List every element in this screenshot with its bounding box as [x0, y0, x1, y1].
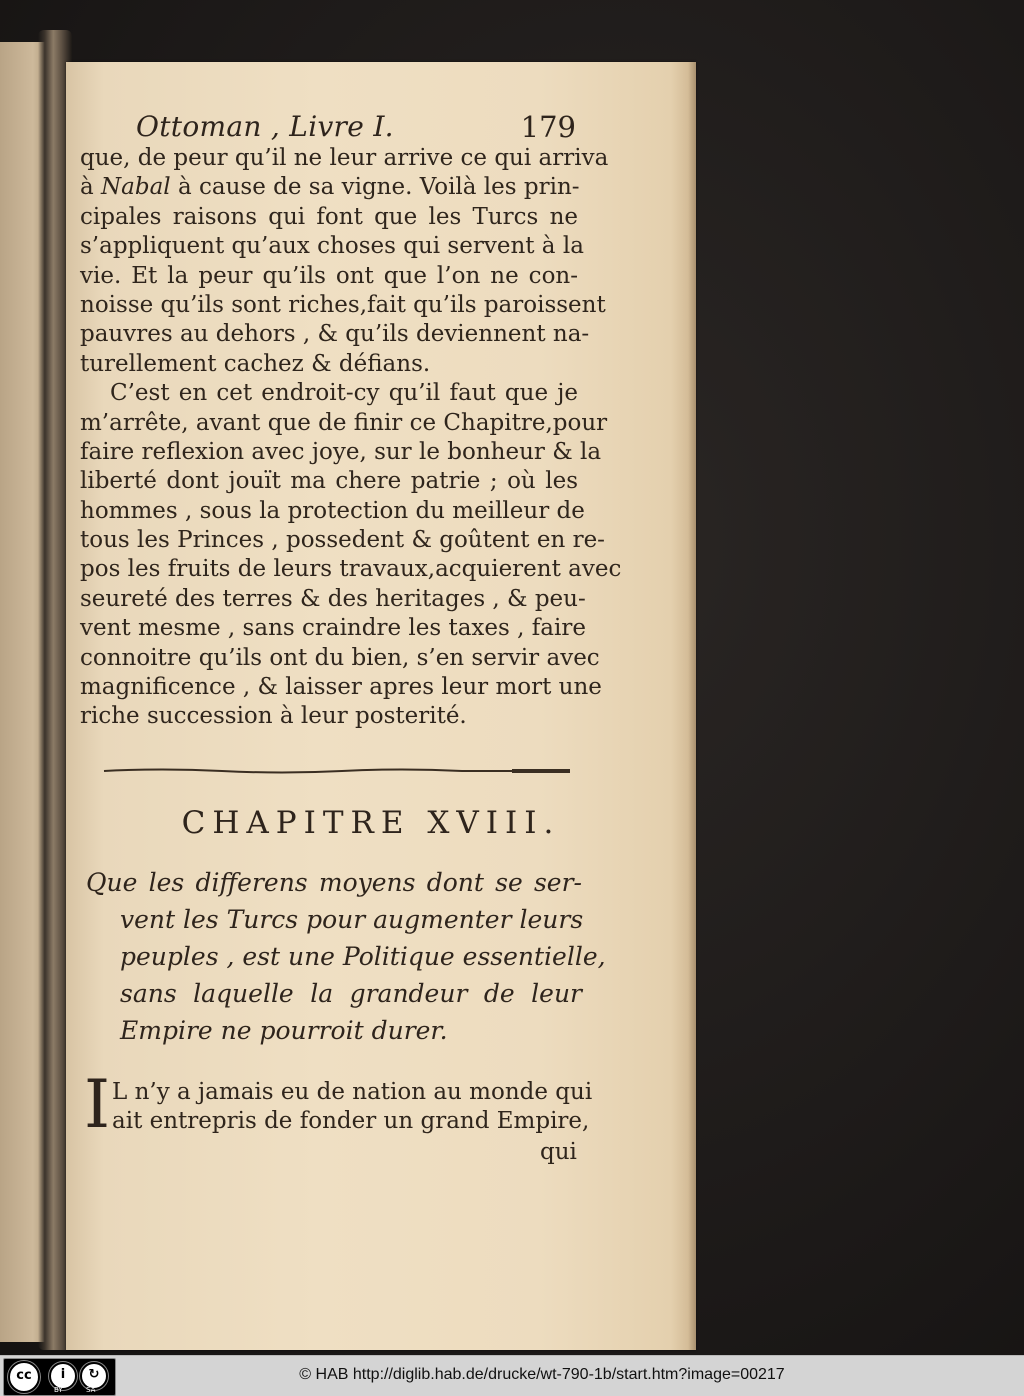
text-line: ait entrepris de fonder un grand Empire, [112, 1108, 590, 1135]
chapter-summary [86, 864, 606, 1049]
summary-line: peuples , est une Politique essentielle, [120, 942, 606, 971]
running-title: Ottoman , Livre I. [136, 110, 394, 143]
by-label: BY [54, 1386, 63, 1394]
text-line: pauvres au dehors , & qu’ils deviennent na- [80, 321, 590, 348]
summary-line: Empire ne pourroit durer. [120, 1016, 448, 1045]
drop-cap: I [84, 1066, 111, 1143]
text-line: seureté des terres & des heritages , & peu- [80, 585, 586, 612]
summary-line: Que les differens moyens dont se ser- [86, 868, 582, 897]
by-glyph: i [60, 1367, 66, 1382]
text-line: liberté dont jouït ma chere patrie ; où les [80, 468, 578, 495]
opening-text [112, 1078, 593, 1137]
text-line: m’arrête, avant que de finir ce Chapitre,pour [80, 409, 608, 436]
page-edge-shade [688, 62, 696, 1350]
summary-line: vent les Turcs pour augmenter leurs [120, 905, 584, 934]
catchword: qui [540, 1139, 577, 1165]
text-line: vie. Et la peur qu’ils ont que l’on ne con- [80, 262, 578, 289]
cc-glyph: cc [16, 1368, 32, 1383]
sa-label: SA [86, 1386, 96, 1394]
running-head [136, 110, 576, 146]
text-line: que, de peur qu’il ne leur arrive ce qui arriva [80, 145, 609, 171]
proper-noun: Nabal [101, 174, 171, 201]
text-line: pos les fruits de leurs travaux,acquierent avec [80, 556, 622, 583]
text-line: hommes , sous la protection du meilleur de [80, 497, 585, 524]
text-line: à Nabal à cause de sa vigne. Voilà les prin- [80, 174, 580, 201]
text-line: C’est en cet endroit-cy qu’il faut que je [110, 380, 578, 407]
text-line: s’appliquent qu’aux choses qui servent à la [80, 233, 584, 260]
sa-glyph: ↻ [88, 1367, 100, 1382]
page-number: 179 [520, 110, 576, 144]
chapter-title-text: CHAPITRE XVIII. [181, 805, 561, 841]
body-text [80, 144, 622, 732]
copyright-link[interactable]: © HAB http://diglib.hab.de/drucke/wt-790-1b/start.htm?image=00217 [299, 1366, 785, 1383]
summary-line: sans laquelle la grandeur de leur [120, 979, 582, 1008]
text-line: turellement cachez & défians. [80, 350, 431, 377]
chapter-title [66, 805, 696, 841]
text-line: noisse qu’ils sont riches,fait qu’ils paroissent [80, 291, 606, 318]
text-line: connoitre qu’ils ont du bien, s’en servir avec [80, 644, 600, 671]
text-line: riche succession à leur posterité. [80, 703, 467, 730]
text-line: magnificence , & laisser apres leur mort une [80, 674, 602, 701]
text-line: L n’y a jamais eu de nation au monde qui [112, 1079, 593, 1105]
text-line: tous les Princes , possedent & goûtent en re- [80, 527, 605, 554]
text-line: faire reflexion avec joye, sur le bonheur & la [80, 438, 602, 465]
text-line: cipales raisons qui font que les Turcs ne [80, 203, 578, 230]
footer-bar [0, 1355, 1024, 1396]
section-divider [102, 767, 572, 775]
text-line: vent mesme , sans craindre les taxes , faire [80, 615, 586, 642]
